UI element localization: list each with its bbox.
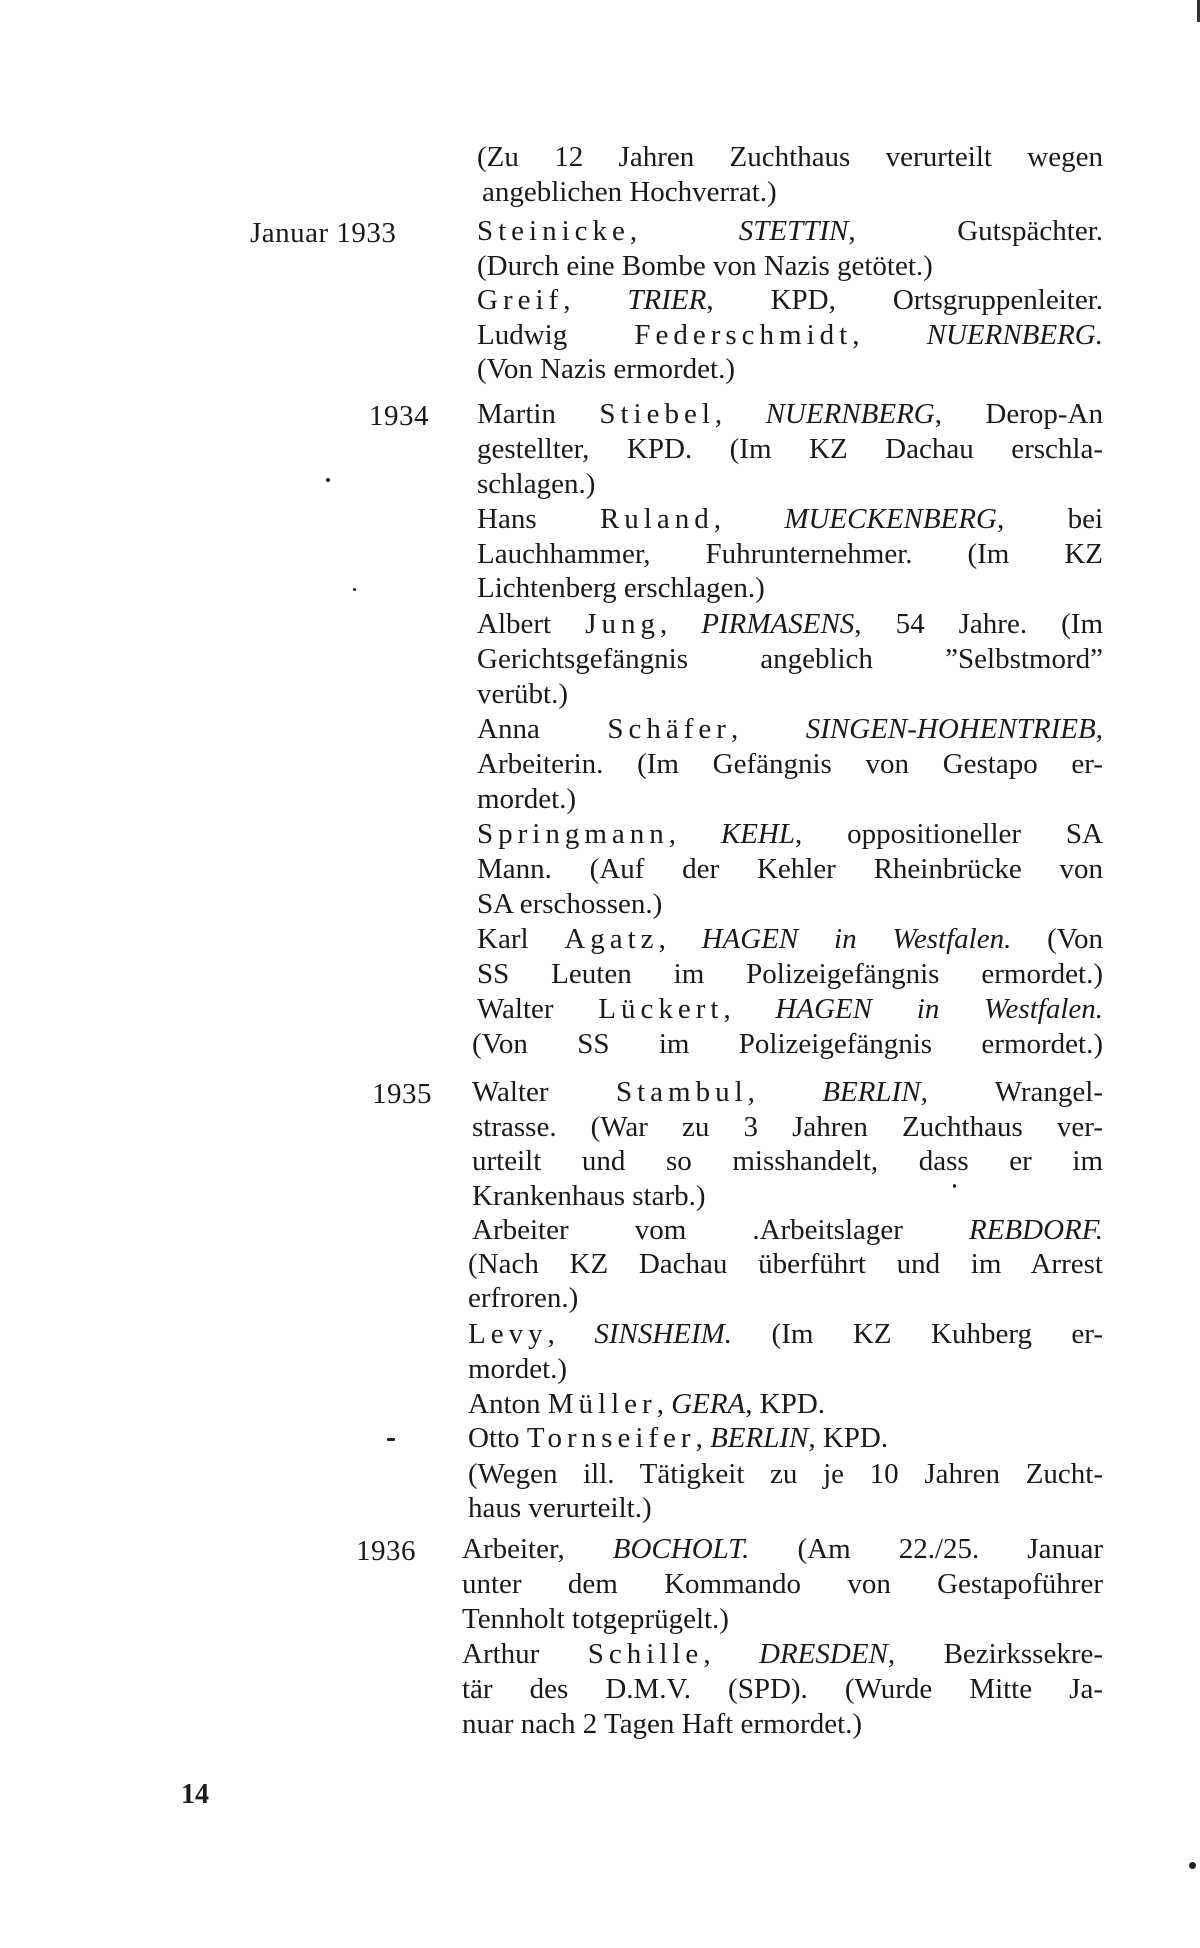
text-line (468, 1460, 1103, 1489)
line-text: (Von Nazis ermordet.) (477, 353, 735, 385)
text-line (462, 1570, 1103, 1599)
text-line (477, 400, 1103, 429)
line-text: (Zu 12 Jahren Zuchthaus verurteilt wegen (477, 141, 1103, 173)
text-line (482, 178, 777, 207)
text-line (462, 1605, 729, 1634)
text-line (468, 1320, 1103, 1349)
place-name: GERA (671, 1388, 746, 1420)
line-text: , (629, 215, 739, 247)
text-line (477, 321, 1103, 350)
place-name: SINSHEIM. (594, 1318, 733, 1350)
text-line (462, 1535, 1103, 1564)
place-name: SINGEN-HOHENTRIEB, (805, 713, 1103, 745)
person-surname: Stambul (615, 1076, 748, 1108)
place-name: HAGEN in Westfalen. (775, 993, 1104, 1025)
line-text: verübt.) (477, 678, 568, 710)
line-text: Karl (477, 923, 565, 955)
line-text: Otto (468, 1422, 527, 1454)
print-speck (1189, 1862, 1196, 1869)
text-line (462, 1640, 1103, 1669)
text-line (477, 217, 1103, 246)
line-text: (Wegen ill. Tätigkeit zu je 10 Jahren Zucht- (468, 1458, 1104, 1490)
line-text: , (723, 993, 776, 1025)
line-text: SS Leuten im Polizeigefängnis ermordet.) (477, 958, 1103, 990)
person-surname: Stiebel (599, 398, 715, 430)
place-name: NUERNBERG. (926, 319, 1104, 351)
person-surname: Schäfer (607, 713, 731, 745)
text-line (477, 995, 1103, 1024)
line-text: strasse. (War zu 3 Jahren Zuchthaus ver- (472, 1111, 1103, 1143)
year-label-1936: 1936 (356, 1535, 416, 1567)
line-text: Mann. (Auf der Kehler Rheinbrücke von (477, 853, 1104, 885)
line-text: nuar nach 2 Tagen Haft ermordet.) (462, 1708, 863, 1740)
line-text: angeblichen Hochverrat.) (482, 176, 777, 208)
text-line (477, 355, 735, 384)
line-text: Lauchhammer, Fuhrunternehmer. (Im KZ (477, 538, 1103, 570)
line-text: , (730, 713, 806, 745)
person-surname: Greif (477, 284, 564, 316)
text-line (468, 1355, 567, 1384)
text-line (468, 1250, 1103, 1279)
line-text: Anna (477, 713, 608, 745)
person-surname: Jung (585, 608, 660, 640)
line-text: haus verurteilt.) (468, 1492, 652, 1524)
line-text: Martin (477, 398, 600, 430)
line-text: Hans (477, 503, 600, 535)
line-text: Lichtenberg erschlagen.) (477, 572, 765, 604)
text-line (477, 574, 765, 603)
place-name: PIRMASENS (701, 608, 855, 640)
line-text: (Von SS im Polizeigefängnis ermordet.) (472, 1028, 1103, 1060)
text-line (477, 470, 595, 499)
print-speck (326, 478, 330, 482)
year-label-1934: 1934 (369, 400, 429, 432)
text-line (477, 143, 1103, 172)
line-text: , (656, 1388, 672, 1420)
text-line (477, 750, 1103, 779)
line-text: , KPD, Ortsgruppenleiter. (706, 284, 1104, 316)
line-text: , (713, 503, 785, 535)
line-text: , Wrangel- (920, 1076, 1104, 1108)
line-text: Albert (477, 608, 586, 640)
text-line (477, 855, 1103, 884)
line-text: erfroren.) (468, 1282, 579, 1314)
place-name: DRESDEN (759, 1638, 888, 1670)
text-line (472, 1078, 1103, 1107)
person-surname: Agatz (564, 923, 659, 955)
line-text: Walter (477, 993, 599, 1025)
line-text: , (852, 319, 927, 351)
place-name: BERLIN (822, 1076, 921, 1108)
text-line (472, 1147, 1103, 1176)
print-speck (387, 1438, 395, 1441)
line-text: Arbeiter, (462, 1533, 613, 1565)
line-text: , oppositioneller SA (795, 818, 1103, 850)
person-surname: Ruland (599, 503, 714, 535)
text-line (477, 890, 662, 919)
line-text: unter dem Kommando von Gestapoführer (462, 1568, 1103, 1600)
line-text: Tennholt totgeprügelt.) (462, 1603, 729, 1635)
text-line (472, 1182, 706, 1211)
line-text: schlagen.) (477, 468, 596, 500)
text-line (477, 610, 1103, 639)
text-line (468, 1494, 652, 1523)
line-text: SA erschossen.) (477, 888, 663, 920)
line-text: gestellter, KPD. (Im KZ Dachau erschla- (477, 433, 1103, 465)
person-surname: Springmann (477, 818, 669, 850)
text-line (462, 1710, 862, 1739)
line-text: , (714, 398, 766, 430)
line-text: , (695, 1422, 711, 1454)
line-text: mordet.) (477, 783, 577, 815)
text-line (472, 1030, 1103, 1059)
line-text: Arbeiterin. (Im Gefängnis von Gestapo er- (477, 748, 1104, 780)
place-name: TRIER (627, 284, 707, 316)
line-text: , 54 Jahre. (Im (854, 608, 1104, 640)
line-text: , (668, 818, 721, 850)
line-text: Gerichtsgefängnis angeblich ”Selbstmord” (477, 643, 1103, 675)
line-text: , (547, 1318, 595, 1350)
text-line (477, 820, 1103, 849)
line-text: , (563, 284, 628, 316)
line-text: (Am 22./25. Januar (749, 1533, 1103, 1565)
line-text: , (703, 1638, 760, 1670)
place-name: NUERNBERG (765, 398, 935, 430)
line-text: (Durch eine Bombe von Nazis getötet.) (477, 250, 933, 282)
place-name: REBDORF. (969, 1214, 1103, 1246)
line-text: (Nach KZ Dachau überführt und im Arrest (468, 1248, 1103, 1280)
line-text: , Gutspächter. (848, 215, 1104, 247)
text-line (477, 540, 1103, 569)
print-speck (353, 588, 356, 591)
line-text: , (658, 923, 702, 955)
person-surname: Müller (547, 1388, 657, 1420)
line-text: , KPD. (745, 1388, 826, 1420)
line-text: Walter (472, 1076, 616, 1108)
line-text: mordet.) (468, 1353, 568, 1385)
text-line (477, 645, 1103, 674)
text-line (477, 785, 576, 814)
text-line (462, 1675, 1103, 1704)
line-text: Ludwig (477, 319, 635, 351)
year-label-1935: 1935 (372, 1078, 432, 1110)
text-line (472, 1216, 1103, 1245)
place-name: MUECKENBERG (784, 503, 997, 535)
place-name: STETTIN (738, 215, 849, 247)
place-name: BOCHOLT. (612, 1533, 750, 1565)
line-text: Arbeiter vom .Arbeitslager (472, 1214, 969, 1246)
person-surname: Levy (468, 1318, 548, 1350)
person-surname: Lückert (598, 993, 724, 1025)
line-text: tär des D.M.V. (SPD). (Wurde Mitte Ja- (462, 1673, 1103, 1705)
line-text: , (747, 1076, 823, 1108)
text-line (477, 960, 1103, 989)
year-label-1933: Januar 1933 (250, 217, 397, 249)
line-text: , bei (996, 503, 1104, 535)
person-surname: Federschmidt (634, 319, 853, 351)
person-surname: Tornseifer (526, 1422, 696, 1454)
line-text: , (659, 608, 702, 640)
place-name: HAGEN in Westfalen. (701, 923, 1012, 955)
line-text: urteilt und so misshandelt, dass er im (472, 1145, 1104, 1177)
line-text: , Bezirkssekre- (887, 1638, 1104, 1670)
line-text: Arthur (462, 1638, 588, 1670)
place-name: KEHL (720, 818, 796, 850)
line-text: Krankenhaus starb.) (472, 1180, 706, 1212)
text-line (468, 1424, 888, 1453)
line-text: , Derop-An (934, 398, 1104, 430)
text-line (477, 925, 1103, 954)
line-text: (Im KZ Kuhberg er- (732, 1318, 1104, 1350)
text-line (468, 1390, 825, 1419)
text-line (472, 1113, 1103, 1142)
text-line (477, 252, 933, 281)
text-line (468, 1284, 578, 1313)
line-text: Anton (468, 1388, 548, 1420)
person-surname: Schille (587, 1638, 704, 1670)
text-line (477, 505, 1103, 534)
place-name: BERLIN (710, 1422, 809, 1454)
line-text: , KPD. (808, 1422, 889, 1454)
text-line (477, 435, 1103, 464)
text-line (477, 715, 1103, 744)
page-number: 14 (181, 1779, 209, 1810)
person-surname: Steinicke (477, 215, 630, 247)
text-line (477, 286, 1103, 315)
print-speck (953, 1184, 956, 1188)
text-line (477, 680, 568, 709)
line-text: (Von (1011, 923, 1103, 955)
